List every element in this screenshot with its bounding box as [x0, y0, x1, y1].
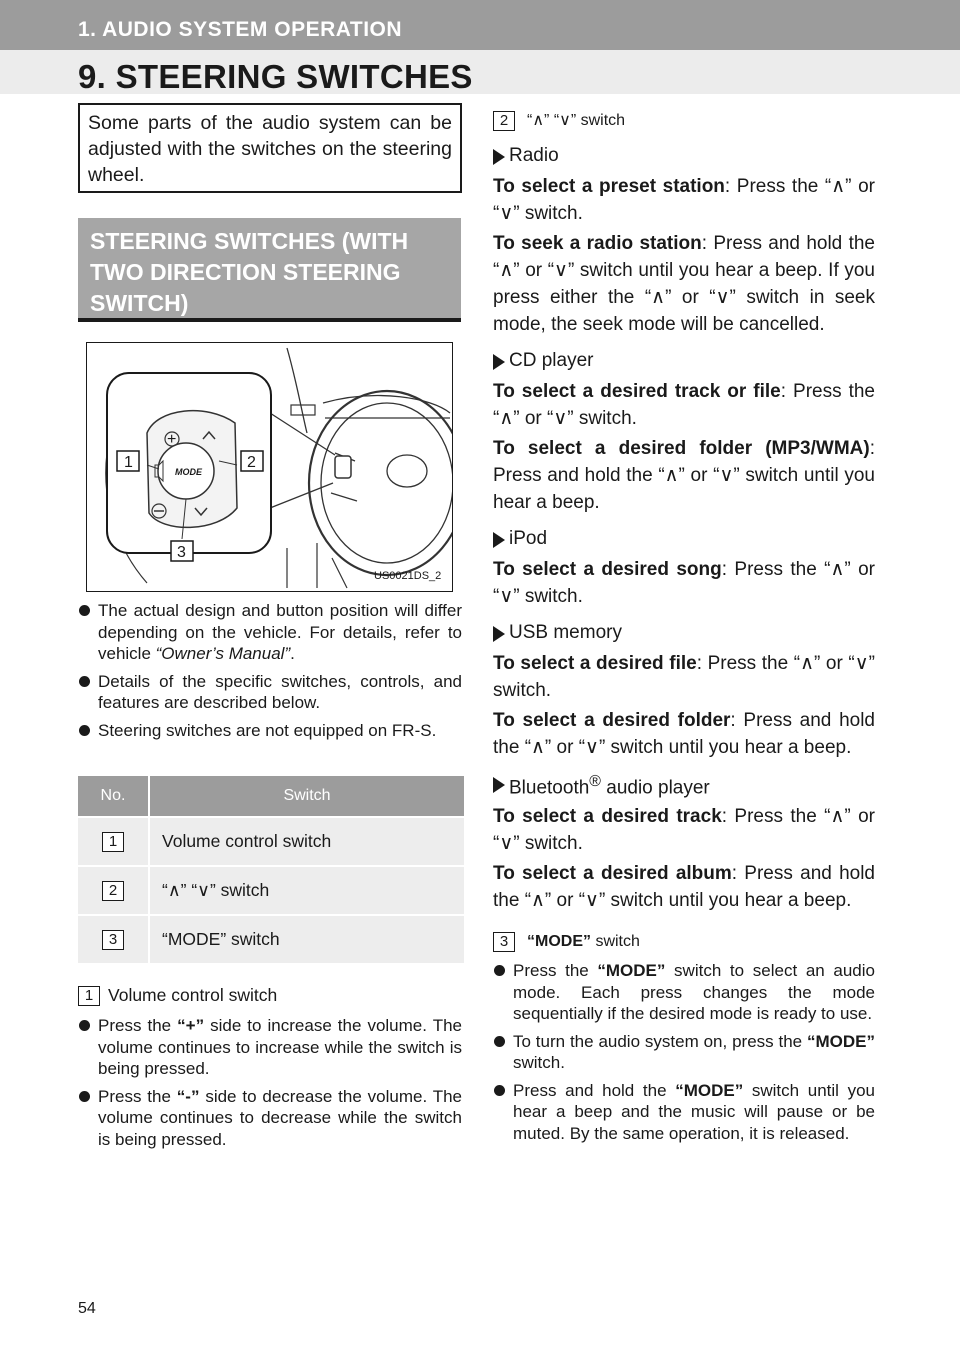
figure-code: US0021DS_2 — [374, 570, 442, 582]
category-radio: Radio — [493, 145, 875, 167]
intro-text: Some parts of the audio system can be adjusted with the switches on the steering wheel. — [88, 112, 452, 186]
note-item: Steering switches are not equipped on FR-S. — [78, 720, 462, 742]
category-ipod: iPod — [493, 528, 875, 550]
mode-heading: 3 “MODE” switch — [493, 932, 875, 952]
volume-item: Press the “+” side to increase the volume. The volume continues to increase while the switch is being pressed. — [78, 1015, 462, 1080]
switch-name: “MODE” switch — [149, 915, 464, 963]
table-row — [78, 817, 464, 866]
section-label: 1. AUDIO SYSTEM OPERATION — [78, 18, 403, 41]
steering-switch-figure — [86, 342, 453, 592]
section-header — [0, 0, 960, 50]
col-header-no: No. — [78, 776, 149, 817]
page-number: 54 — [78, 1300, 96, 1317]
category-bluetooth: Bluetooth® audio player — [493, 773, 875, 799]
switch-table — [78, 776, 464, 963]
mode-item: Press and hold the “MODE” switch until you hear a beep and the music will pause or be muted. By the same operation, it is released. — [493, 1080, 875, 1145]
updown-heading: 2 “∧” “∨” switch — [493, 110, 875, 131]
switch-name: “∧” “∨” switch — [149, 866, 464, 915]
note-item: Details of the specific switches, controls, and features are described below. — [78, 671, 462, 714]
callout-1: 1 — [124, 454, 133, 471]
note-item: The actual design and button position will differ depending on the vehicle. For details, refer to vehicle “Owner’s Manual”. — [78, 600, 462, 665]
volume-list — [78, 1015, 462, 1156]
category-usb: USB memory — [493, 622, 875, 644]
updown-section: 2 “∧” “∨” switch Radio To select a preset station: Press the “∧” or “∨” switch. To seek a radio station: Press and hold the “∧” or “∨” switch until you hear a beep. If you press either the “∧” or “∨” switch in seek mode, the seek mode will be cancelled. CD player To select a desired track or file: Press the “∧” or “∨” switch. To select a desired folder (MP3/WMA): Press and hold the “∧” or “∨” switch until you hear a beep. iPod To select a desired song: Press the “∧” or “∨” switch. USB memory To select a desired file: Press the “∧” or “∨” switch. To select a desired folder: Press and hold the “∧” or “∨” switch until you hear a beep. Bluetooth® audio player To select a desired track: Press the “∧” or “∨” switch. To select a desired album: Press and hold the “∧” or “∨” switch until you hear a beep. 3 “MODE” switch Press the “MODE” switch to select an audio mode. Each press changes the mode sequentially if the desired mode is ready to use. To turn the audio system on, press the “MODE” switch. Press and hold the “MODE” switch until you hear a beep and the music will pause or be muted. By the same operation, it is released. — [493, 111, 876, 1143]
volume-item: Press the “-” side to decrease the volume. The volume continues to decrease while the switch is being pressed. — [78, 1086, 462, 1151]
callout-3: 3 — [177, 544, 186, 561]
mode-label: MODE — [175, 467, 202, 477]
intro-box — [78, 103, 462, 193]
volume-heading: 1 Volume control switch — [78, 985, 277, 1006]
section-heading-text: STEERING SWITCHES (WITH TWO DIRECTION STEERING SWITCH) — [90, 228, 409, 316]
category-cd: CD player — [493, 350, 875, 372]
mode-item: To turn the audio system on, press the “MODE” switch. — [493, 1031, 875, 1074]
callout-2: 2 — [247, 454, 256, 471]
notes-list — [78, 600, 462, 747]
table-row — [78, 866, 464, 915]
number-box: 2 — [102, 881, 124, 901]
mode-list — [493, 960, 875, 1144]
number-box: 1 — [78, 986, 100, 1006]
number-box: 3 — [102, 930, 124, 950]
steering-wheel-switch-illustration — [87, 343, 452, 591]
number-box: 1 — [102, 832, 124, 852]
switch-name: Volume control switch — [149, 817, 464, 866]
table-row — [78, 915, 464, 963]
mode-item: Press the “MODE” switch to select an audio mode. Each press changes the mode sequentially if the desired mode is ready to use. — [493, 960, 875, 1025]
table-header-row — [78, 776, 464, 817]
col-header-switch: Switch — [149, 776, 464, 817]
section-heading — [78, 218, 461, 322]
page-title: 9. STEERING SWITCHES — [78, 58, 473, 95]
svg-text:+: + — [167, 431, 177, 448]
